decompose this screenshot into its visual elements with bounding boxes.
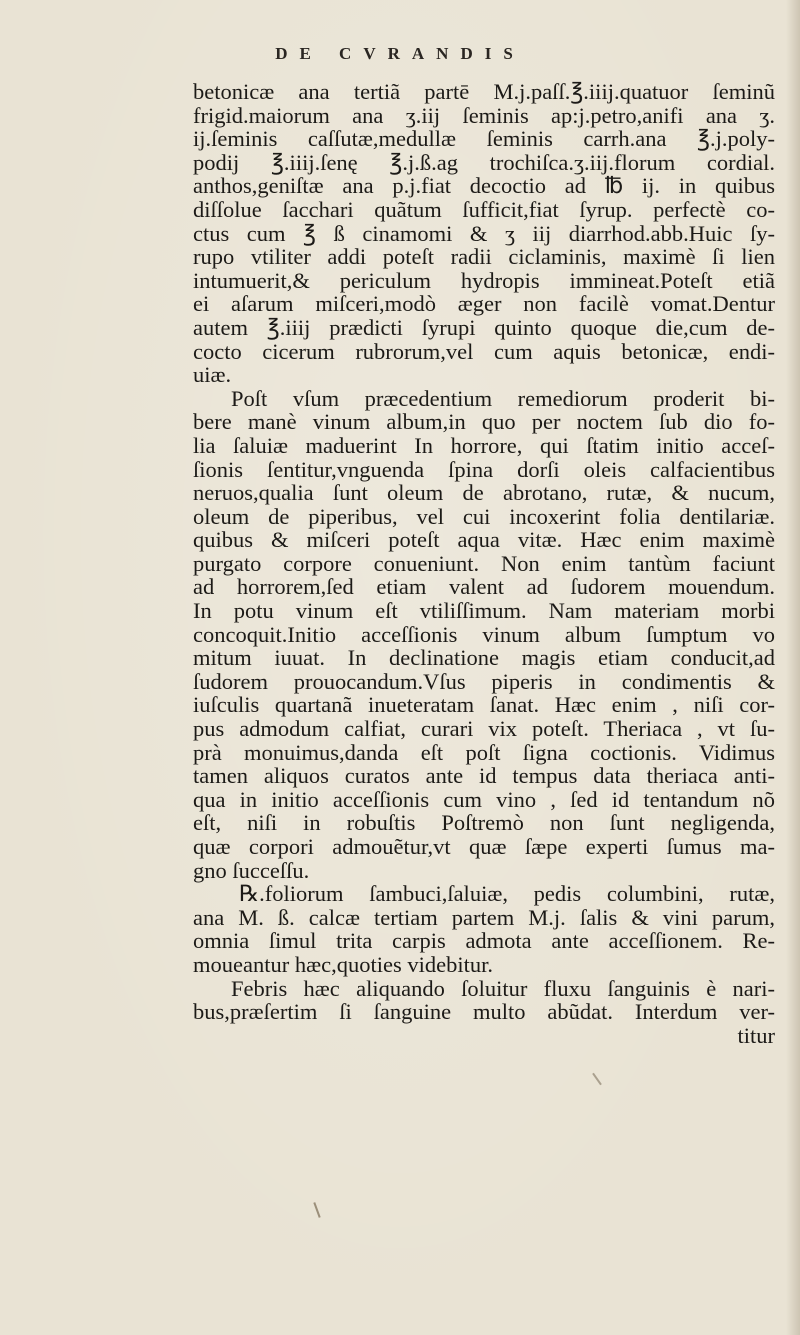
text-line: oleum de piperibus, vel cui incoxerint folia dentilariæ. <box>193 503 775 529</box>
text-line: moueantur hæc,quoties videbitur. <box>193 951 493 977</box>
text-line: In potu vinum eſt vtiliſſimum. Nam materiam morbi <box>193 598 775 624</box>
text-line: Poſt vſum præcedentium remediorum proderit bi- <box>231 385 775 411</box>
text-line: ſionis ſentitur,vnguenda ſpina dorſi oleis calfacientibus <box>193 456 775 482</box>
running-head: DE CVRANDIS <box>275 44 525 63</box>
text-line: eſt, niſi in robuſtis Poſtremò non ſunt negligenda, <box>193 810 775 836</box>
text-line: ei aſarum miſceri,modò æger non facilè vomat.Dentur <box>193 291 775 317</box>
text-line: mitum iuuat. In declinatione magis etiam conducit,ad <box>193 645 775 671</box>
body-text <box>193 80 775 1047</box>
ink-mark <box>313 1202 320 1218</box>
text-line: uiæ. <box>193 362 232 388</box>
text-line: quæ corpori admouẽtur,vt quæ ſæpe experti ſumus ma- <box>193 834 775 859</box>
text-line: cocto cicerum rubrorum,vel cum aquis betonicæ, endi- <box>193 338 775 364</box>
text-line: ctus cum ℥ ß cinamomi & ʒ iij diarrhod.abb.Huic ſy- <box>193 220 775 246</box>
text-line: autem ℥.iiij prædicti ſyrupi quinto quoque die,cum de- <box>193 314 775 340</box>
text-line: prà monuimus,danda eſt poſt ſigna coctionis. Vidimus <box>193 739 775 765</box>
text-line: gno ſucceſſu. <box>193 857 310 883</box>
ink-mark <box>592 1073 602 1086</box>
text-line: frigid.maiorum ana ʒ.iij ſeminis ap:j.petro,anifi ana ʒ. <box>193 102 775 128</box>
text-line: tamen aliquos curatos ante id tempus data theriaca anti- <box>193 763 775 789</box>
text-line: neruos,qualia ſunt oleum de abrotano, rutæ, & nucum, <box>193 480 775 506</box>
text-line: titur <box>737 1022 775 1048</box>
text-line: iuſculis quartanã inueteratam ſanat. Hæc enim , niſi cor- <box>193 692 775 718</box>
text-line: pus admodum calfiat, curari vix poteſt. Theriaca , vt ſu- <box>193 716 775 742</box>
text-line: bus,præſertim ſi ſanguine multo abũdat. Interdum ver- <box>193 999 775 1025</box>
text-line: ſudorem prouocandum.Vſus piperis in condimentis & <box>193 668 775 694</box>
text-line: omnia ſimul trita carpis admota ante acceſſionem. Re- <box>193 928 775 954</box>
text-line: quibus & miſceri poteſt aqua vitæ. Hæc enim maximè <box>193 527 775 553</box>
text-line: lia ſaluiæ maduerint In horrore, qui ſtatim initio acceſ- <box>193 432 775 458</box>
text-line: diſſolue ſacchari quãtum ſufficit,fiat ſyrup. perfectè co- <box>193 196 775 222</box>
text-line: Febris hæc aliquando ſoluitur fluxu ſanguinis è nari- <box>231 975 775 1001</box>
text-line: concoquit.Initio acceſſionis vinum album ſumptum vo <box>193 621 775 647</box>
page-edge-shadow <box>786 0 800 1335</box>
text-line: ij.ſeminis caſſutæ,medullæ ſeminis carrh.ana ℥.j.poly- <box>193 126 775 152</box>
text-line: rupo vtiliter addi poteſt radii ciclaminis, maximè ſi lien <box>193 244 775 270</box>
text-line: qua in initio acceſſionis cum vino , ſed id tentandum nõ <box>193 786 775 812</box>
text-line: podij ℥.iiij.ſenę ℥.j.ß.ag trochiſca.ʒ.iij.florum cordial. <box>193 149 775 175</box>
text-line: ad horrorem,ſed etiam valent ad ſudorem mouendum. <box>193 574 775 600</box>
text-line: intumuerit,& periculum hydropis immineat.Poteſt etiã <box>193 267 775 293</box>
text-line: ℞.foliorum ſambuci,ſaluiæ, pedis columbini, rutæ, <box>239 881 775 907</box>
text-line: bere manè vinum album,in quo per noctem ſub dio fo- <box>193 409 775 435</box>
text-line: purgato corpore conueniunt. Non enim tantùm faciunt <box>193 550 775 576</box>
text-line: anthos,geniſtæ ana p.j.fiat decoctio ad ℔ ij. in quibus <box>193 173 775 199</box>
text-line: ana M. ß. calcæ tertiam partem M.j. ſalis & vini parum, <box>193 904 775 930</box>
text-line: betonicæ ana tertiã partē M.j.paſſ.℥.iiij.quatuor ſeminũ <box>193 79 775 104</box>
